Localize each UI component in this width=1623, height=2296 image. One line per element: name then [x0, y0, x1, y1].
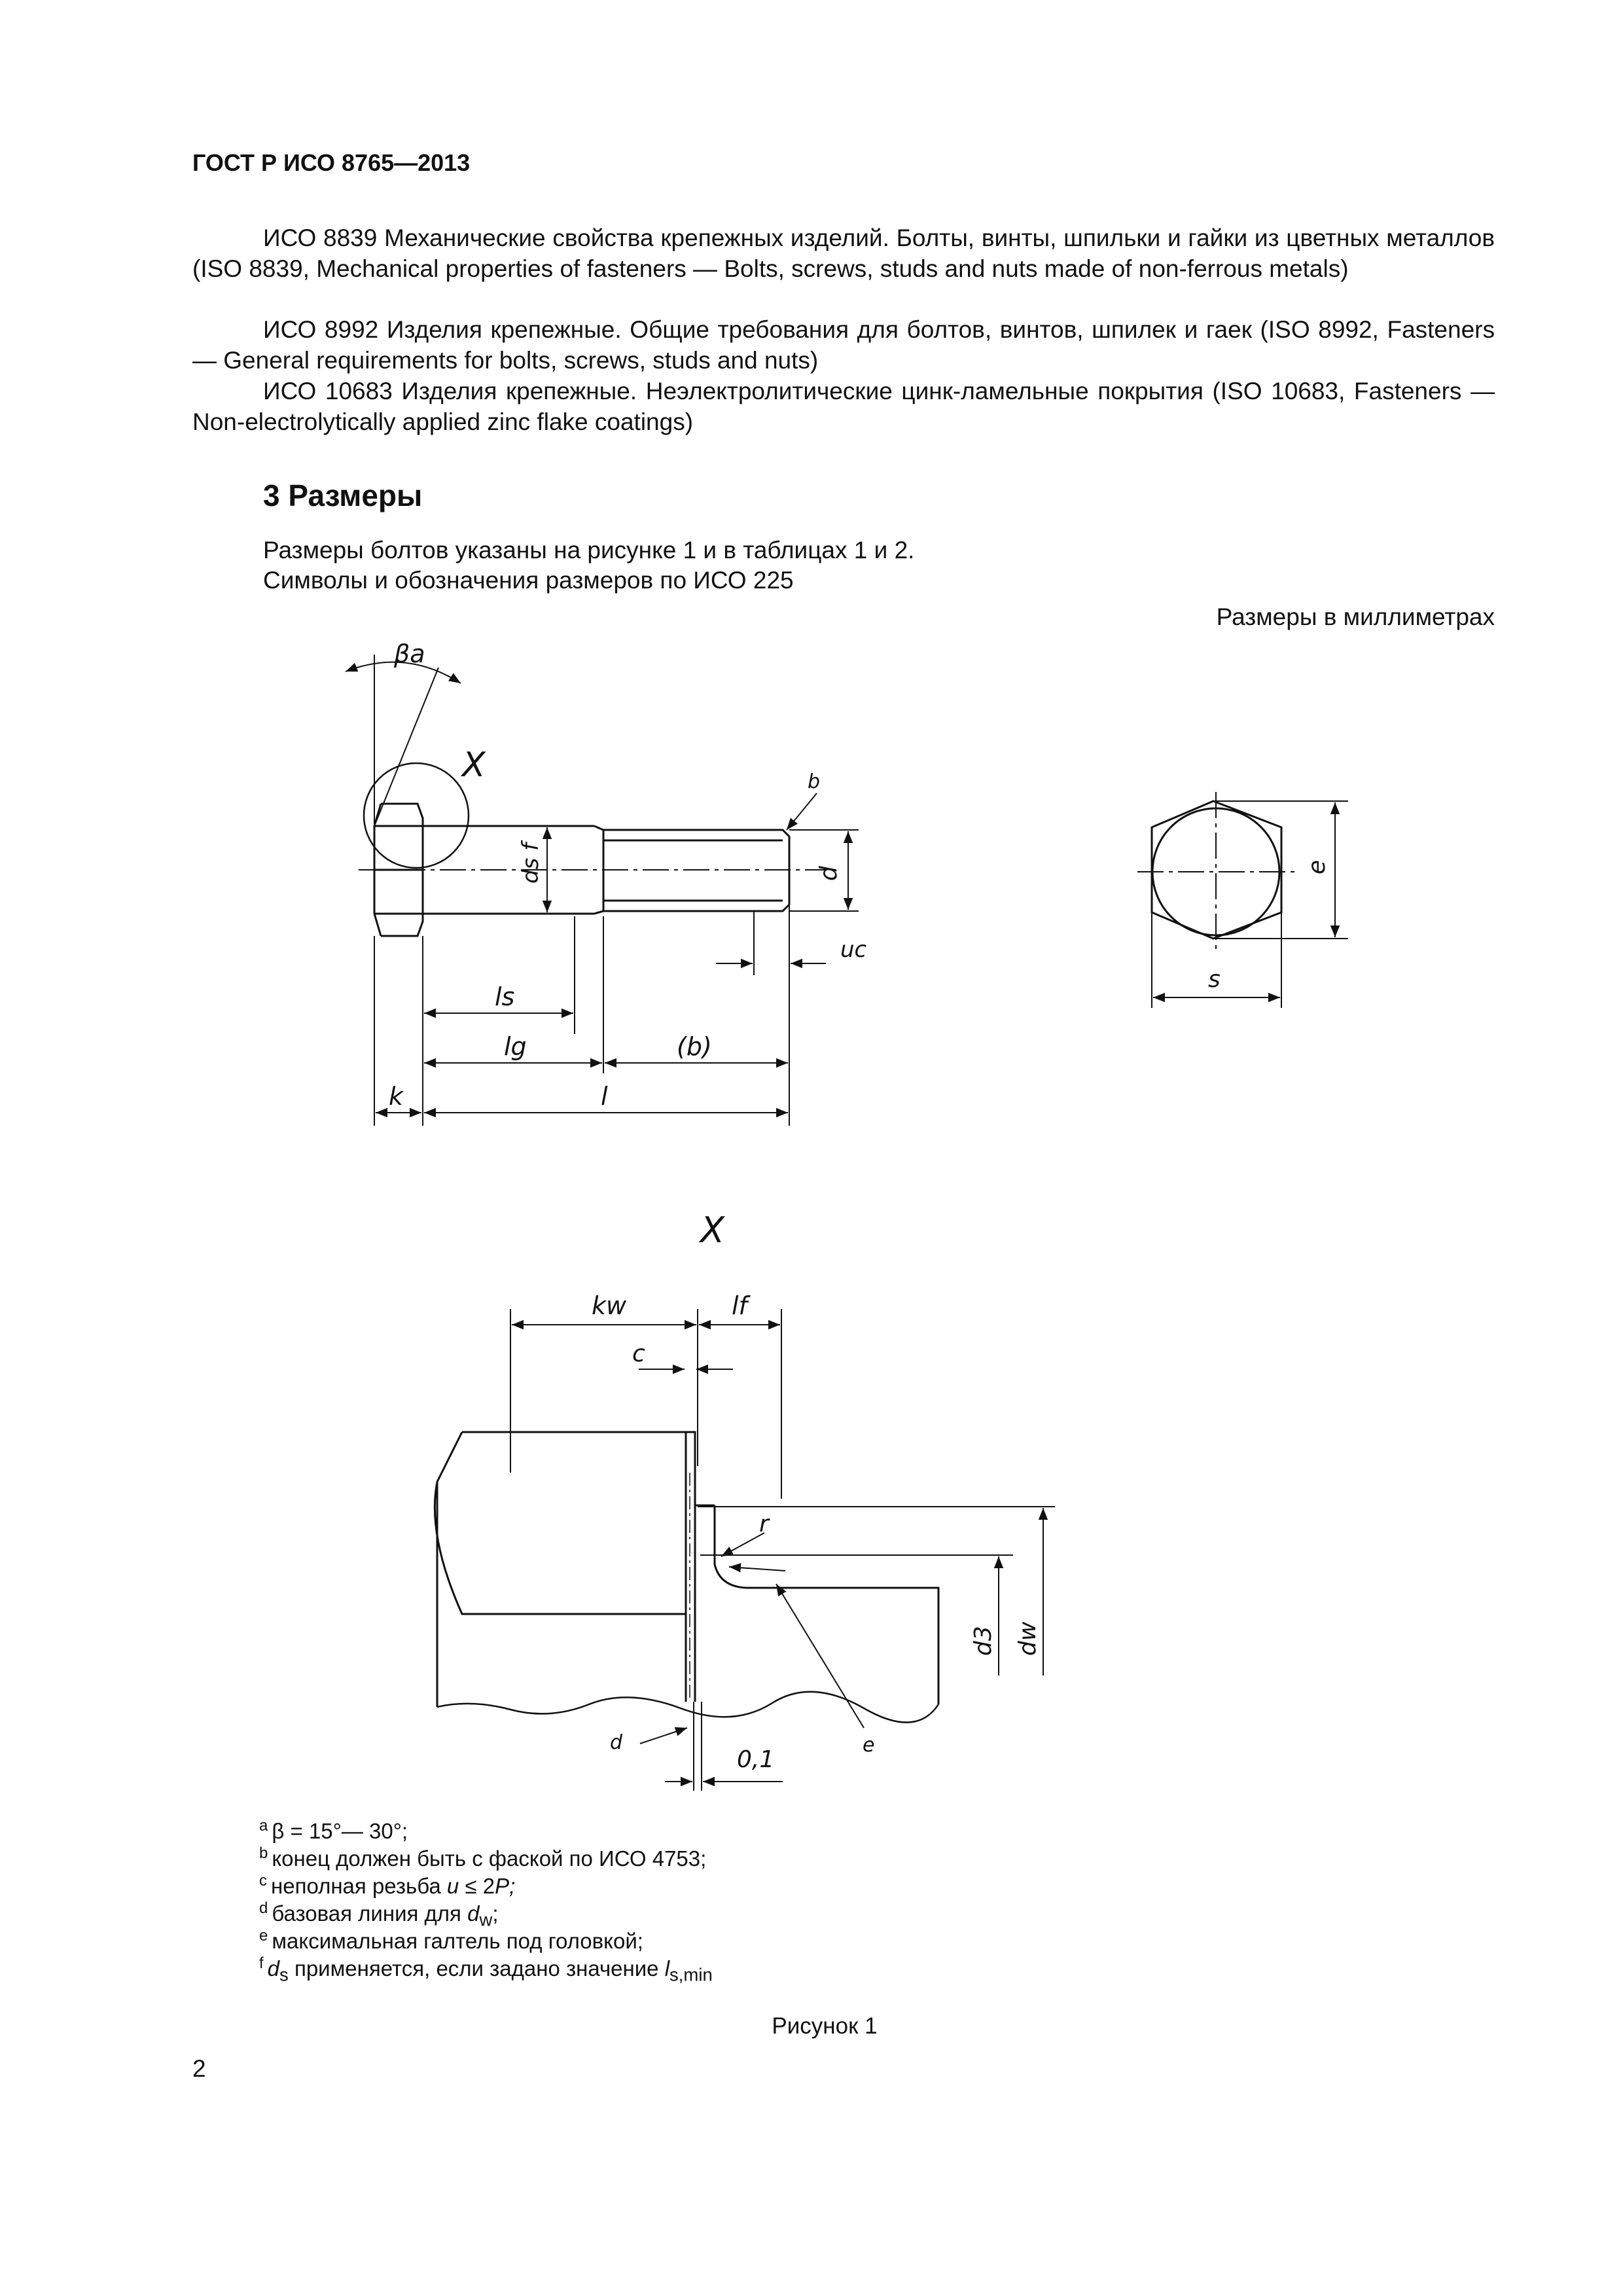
detail-x-circle: [364, 763, 469, 868]
figure-caption: Рисунок 1: [772, 2013, 878, 2039]
reference-iso-8992: ИСО 8992 Изделия крепежные. Общие требования для болтов, винтов, шпилек и гаек (ISO 8992, Fasteners — General requirements for bolts, screws, studs and nuts): [192, 316, 1495, 374]
label-ds: ds f: [518, 842, 544, 884]
footnote-d: $^d$ базовая линия для $d_w$;: [259, 1899, 499, 1930]
detail-x-drawing: [435, 1432, 938, 1723]
detail-x-dimensions: [510, 1309, 1055, 1791]
label-r: r: [759, 1511, 769, 1537]
label-b-mark: b: [808, 770, 821, 793]
footnote-c: $^c$ неполная резьба u ≤ 2P;: [259, 1872, 516, 1898]
document-header: ГОСТ Р ИСО 8765—2013: [192, 149, 471, 176]
label-c: c: [632, 1340, 645, 1367]
label-d-mark: d: [610, 1731, 623, 1754]
label-d: d: [815, 866, 842, 881]
label-e: e: [1304, 859, 1330, 874]
footnote-e: $^e$ максимальная галтель под головкой;: [259, 1927, 643, 1953]
label-lg: lg: [504, 1032, 527, 1061]
section-text-line-1: Размеры болтов указаны на рисунке 1 и в таблицах 1 и 2.: [263, 537, 915, 564]
label-u: uc: [840, 937, 867, 963]
label-e-mark: e: [863, 1734, 875, 1757]
footnote-f: $^f$ $d_s$ применяется, если задано значение $l_{s,min}$: [259, 1954, 713, 1985]
section-text-line-2: Символы и обозначения размеров по ИСО 225: [263, 567, 794, 594]
label-dw: dw: [1014, 1621, 1041, 1656]
units-note: Размеры в миллиметрах: [1216, 603, 1495, 630]
label-x-marker: X: [462, 745, 486, 785]
label-s: s: [1208, 966, 1221, 993]
reference-iso-8839: ИСО 8839 Механические свойства крепежных изделий. Болты, винты, шпильки и гайки из цветных металлов (ISO 8839, Mechanical properties of fasteners — Bolts, screws, studs and nuts made of non-ferrous metals): [192, 224, 1495, 282]
label-ls: ls: [495, 982, 515, 1011]
label-kw: kw: [592, 1291, 627, 1320]
side-view-extension-lines: [374, 830, 859, 1126]
label-k: k: [389, 1082, 404, 1111]
section-title: 3 Размеры: [263, 478, 423, 512]
label-lf: lf: [732, 1291, 747, 1320]
label-l: l: [601, 1082, 608, 1111]
footnote-a: $^a$ β = 15°— 30°;: [259, 1817, 408, 1843]
leader-b: [787, 793, 817, 830]
label-beta: βa: [394, 639, 425, 668]
hexagon-end-view: [1137, 792, 1296, 952]
page-number: 2: [192, 2055, 206, 2082]
reference-iso-10683: ИСО 10683 Изделия крепежные. Неэлектролитические цинк-ламельные покрытия (ISO 10683, Fasteners — Non-electrolytically applied zinc flake coatings): [192, 378, 1495, 435]
label-gap: 0,1: [737, 1746, 775, 1773]
label-b-length: (b): [677, 1032, 712, 1061]
footnote-b: $^b$ конец должен быть с фаской по ИСО 4753;: [259, 1844, 707, 1871]
label-d3: d3: [970, 1626, 997, 1656]
detail-title: X: [700, 1210, 724, 1251]
